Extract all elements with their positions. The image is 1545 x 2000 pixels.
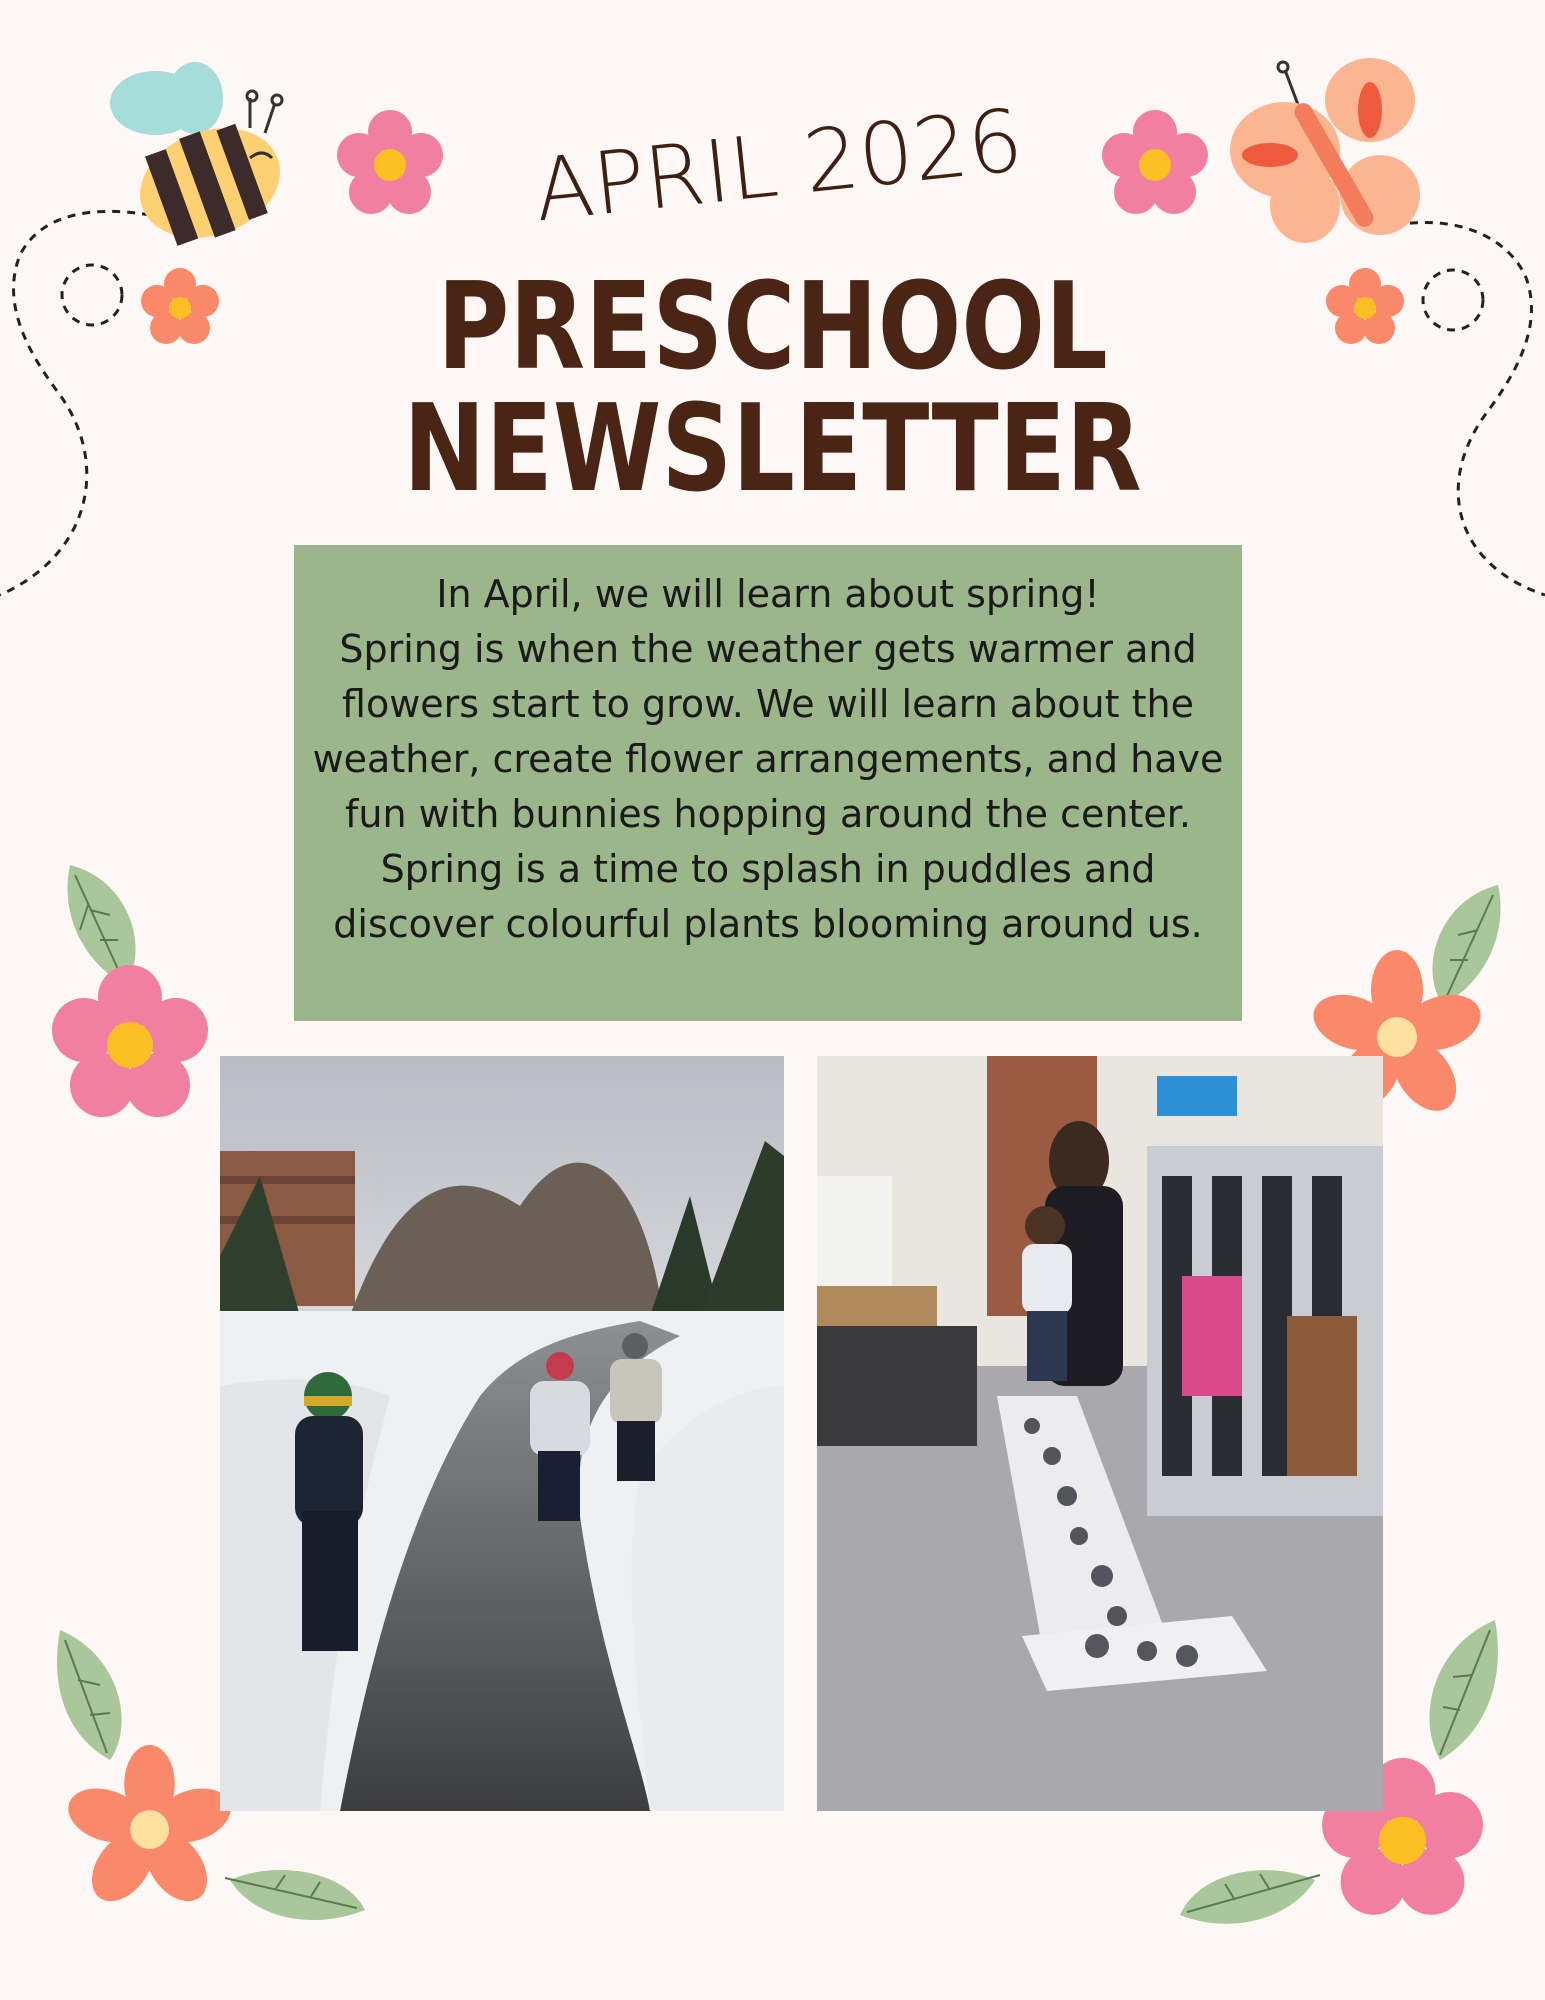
butterfly-icon (1230, 55, 1440, 255)
bee-icon (100, 58, 300, 258)
issue-month-text: APRIL 2026 (529, 90, 1028, 242)
intro-text: In April, we will learn about spring! Spring is when the weather gets warmer and flowers start to grow. We will learn about the weather, create flower arrangements, and have fun with bunnies hopping around the center. Spring is a time to splash in puddles and discover colourful plants blooming around us. (312, 572, 1224, 946)
leaf-icon (225, 1860, 370, 1930)
photo-puddle (220, 1056, 784, 1811)
photo-classroom (817, 1056, 1383, 1811)
intro-box (294, 545, 1242, 1021)
flower-icon (50, 965, 210, 1125)
issue-month (529, 90, 1028, 242)
page-title-line-2: NEWSLETTER (403, 380, 1142, 519)
flower-icon (335, 110, 445, 220)
page-title-line-1: PRESCHOOL (437, 258, 1108, 397)
leaf-icon (1415, 1615, 1505, 1765)
leaf-icon (50, 1625, 130, 1765)
flower-icon (65, 1745, 235, 1915)
leaf-icon (1175, 1860, 1320, 1935)
flower-icon (1100, 110, 1210, 220)
dashed-flight-path-right (1385, 215, 1545, 605)
